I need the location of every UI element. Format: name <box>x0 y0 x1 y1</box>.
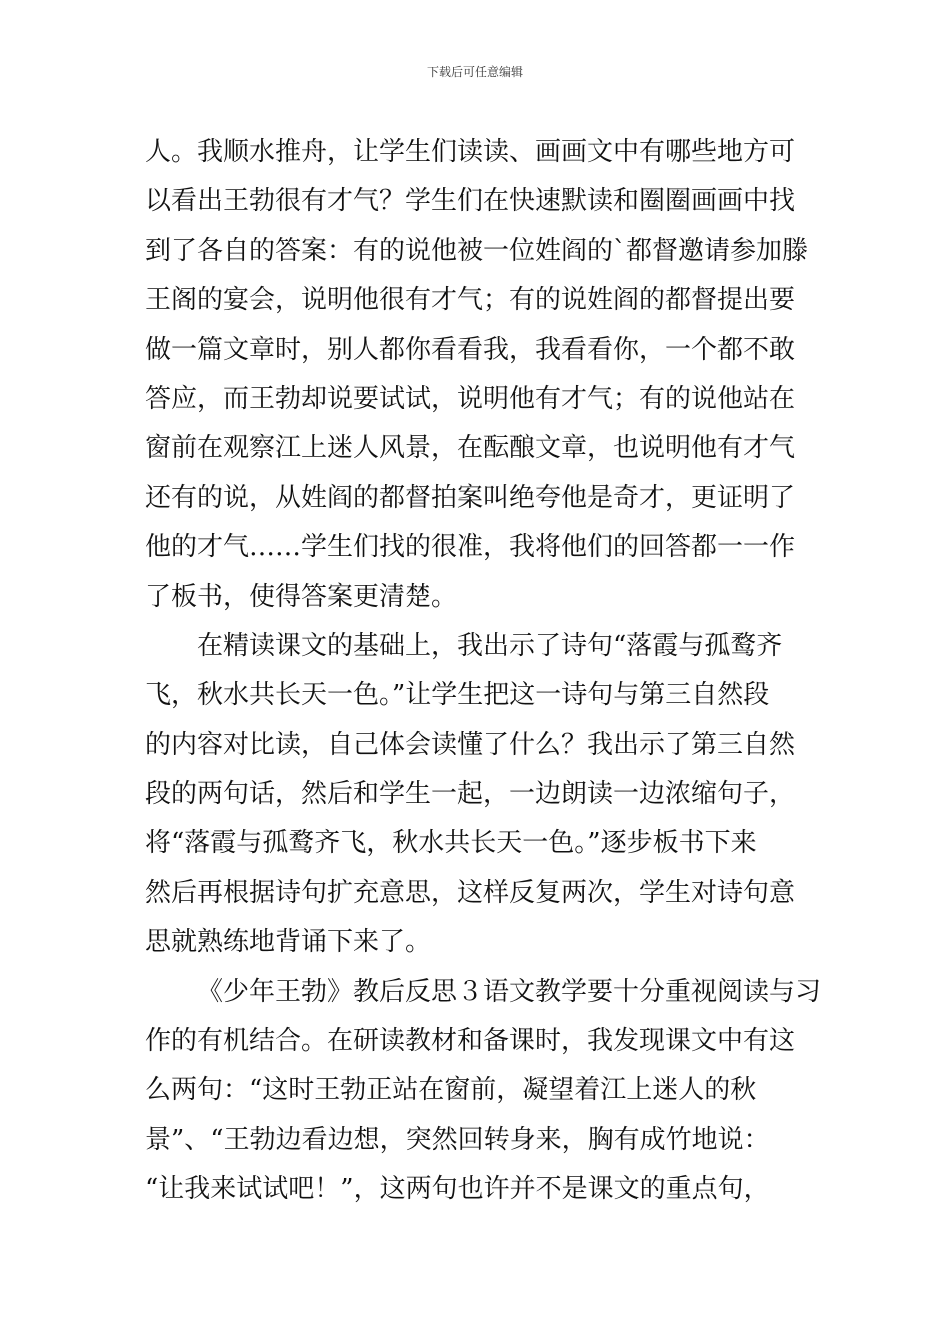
paragraph-2 <box>145 622 807 968</box>
text-line: 段的两句话，然后和学生一起，一边朗读一边浓缩句子， <box>145 779 796 810</box>
text-line: 在精读课文的基础上，我出示了诗句“落霞与孤鹜齐 <box>197 630 783 661</box>
text-line: 景”、“王勃边看边想，突然回转身来，胸有成竹地说： <box>145 1124 770 1155</box>
paragraph-3 <box>145 968 822 1215</box>
text-line: 王阁的宴会，说明他很有才气；有的说姓阎的都督提出要 <box>145 285 796 316</box>
text-line: 他的才气……学生们找的很准，我将他们的回答都一一作 <box>145 532 796 563</box>
text-line: 窗前在观察江上迷人风景，在酝酿文章，也说明他有才气 <box>145 433 796 464</box>
text-line: 飞，秋水共长天一色。”让学生把这一诗句与第三自然段 <box>145 680 770 711</box>
text-line: 《少年王勃》教后反思３语文教学要十分重视阅读与习 <box>197 976 822 1007</box>
text-line: 思就熟练地背诵下来了。 <box>145 927 432 958</box>
text-line: 然后再根据诗句扩充意思，这样反复两次，学生对诗句意 <box>145 877 796 908</box>
text-line: 以看出王勃很有才气？学生们在快速默读和圈圈画画中找 <box>145 186 796 217</box>
text-line: 了板书，使得答案更清楚。 <box>145 581 458 612</box>
text-line: 做一篇文章时，别人都你看看我，我看看你，一个都不敢 <box>145 334 796 365</box>
text-line: 将“落霞与孤鹜齐飞，秋水共长天一色。”逐步板书下来 <box>145 828 757 859</box>
text-line: “让我来试试吧！”，这两句也许并不是课文的重点句， <box>145 1174 770 1205</box>
text-line: 答应，而王勃却说要试试，说明他有才气；有的说他站在 <box>145 383 796 414</box>
text-line: 作的有机结合。在研读教材和备课时，我发现课文中有这 <box>145 1026 796 1057</box>
text-line: 人。我顺水推舟，让学生们读读、画画文中有哪些地方可 <box>145 137 796 167</box>
text-line: 还有的说，从姓阎的都督拍案叫绝夸他是奇才，更证明了 <box>145 482 796 513</box>
document-body <box>145 128 822 1215</box>
text-line: 么两句：“这时王勃正站在窗前，凝望着江上迷人的秋 <box>145 1075 757 1106</box>
page-header: 下载后可任意编辑 <box>426 65 523 79</box>
text-line: 到了各自的答案：有的说他被一位姓阎的`都督邀请参加滕 <box>145 235 809 266</box>
text-line: 的内容对比读，自己体会读懂了什么？我出示了第三自然 <box>145 729 796 760</box>
paragraph-1 <box>145 128 807 622</box>
